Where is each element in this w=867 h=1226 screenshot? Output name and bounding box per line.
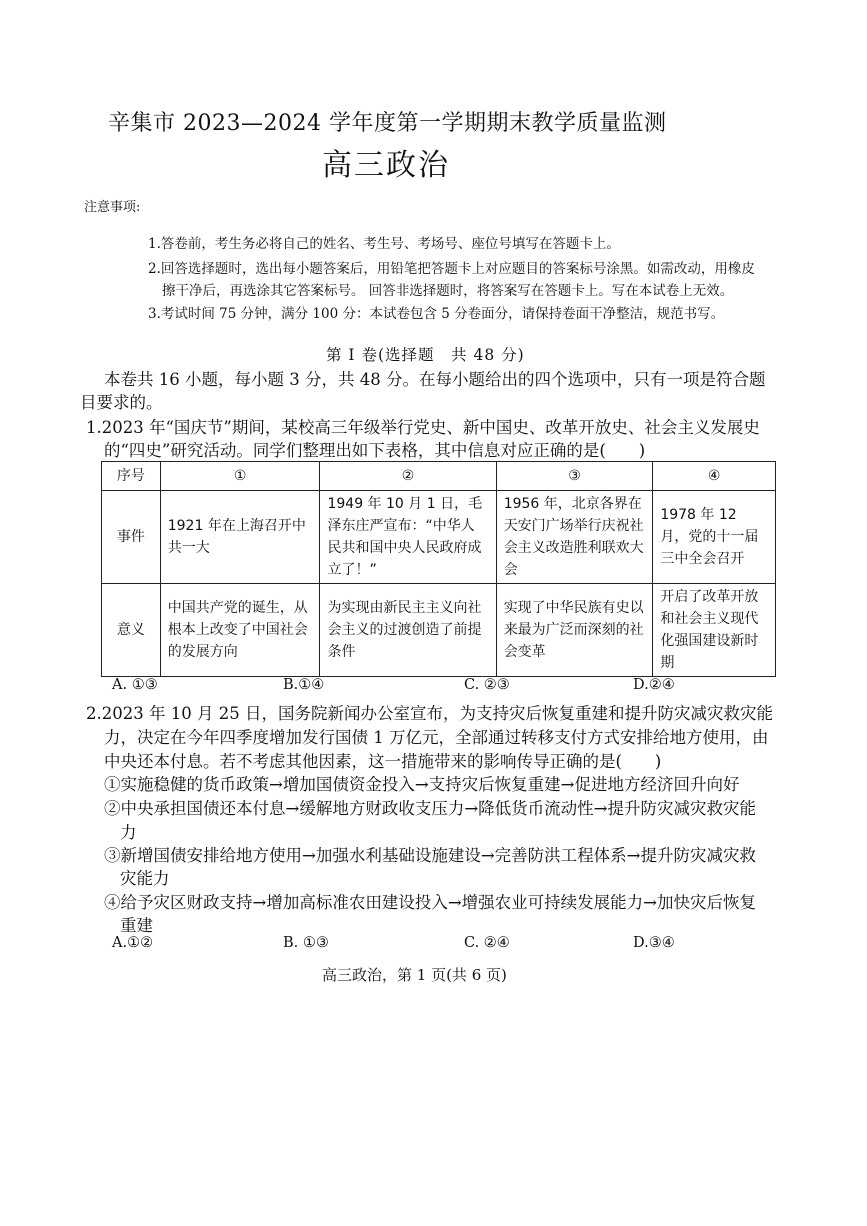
table-header: ② xyxy=(320,462,496,491)
table-cell: 实现了中华民族有史以来最为广泛而深刻的社会变革 xyxy=(496,584,653,677)
table-header: ① xyxy=(160,462,320,491)
notice-item: 2.回答选择题时，选出每小题答案后，用铅笔把答题卡上对应题目的答案标号涂黑。如需改动，用橡皮 xyxy=(148,261,755,277)
page-footer: 高三政治，第 1 页(共 6 页) xyxy=(322,966,507,984)
option-a[interactable]: A.①② xyxy=(112,935,154,951)
statement-2: ②中央承担国债还本付息→缓解地方财政收支压力→降低货币流动性→提升防灾减灾救灾能 xyxy=(104,799,756,818)
exam-title: 辛集市 2023—2024 学年度第一学期期末教学质量监测 xyxy=(108,111,667,136)
notice-label: 注意事项: xyxy=(84,200,141,215)
table-cell: 1956 年，北京各界在天安门广场举行庆祝社会主义改造胜利联欢大会 xyxy=(496,491,653,584)
statement-1: ①实施稳健的货币政策→增加国债资金投入→支持灾后恢复重建→促进地方经济回升向好 xyxy=(104,775,740,794)
notice-item: 3.考试时间 75 分钟，满分 100 分：本试卷包含 5 分卷面分，请保持卷面干净整洁，规范书写。 xyxy=(148,306,725,322)
table-header: ④ xyxy=(653,462,776,491)
statement-4: ④给予灾区财政支持→增加高标准农田建设投入→增强农业可持续发展能力→加快灾后恢复 xyxy=(104,893,756,912)
option-c[interactable]: C. ②③ xyxy=(464,677,510,693)
table-header-row xyxy=(102,462,776,491)
option-b[interactable]: B.①④ xyxy=(283,677,325,693)
option-c[interactable]: C. ②④ xyxy=(464,935,510,951)
question-2-stem: 力，决定在今年四季度增加发行国债 1 万亿元，全部通过转移支付方式安排给地方使用，由 xyxy=(104,728,769,747)
option-d[interactable]: D.②④ xyxy=(633,677,675,693)
section-intro: 目要求的。 xyxy=(80,393,163,412)
subject-title: 高三政治 xyxy=(322,148,450,183)
option-b[interactable]: B. ①③ xyxy=(283,935,329,951)
table-cell: 1921 年在上海召开中共一大 xyxy=(160,491,320,584)
row-label-event: 事件 xyxy=(102,491,161,584)
statement-2: 力 xyxy=(120,823,137,842)
section-title: 第 Ⅰ 卷(选择题 共 48 分) xyxy=(326,346,525,364)
table-header: ③ xyxy=(496,462,653,491)
question-2-stem: 中央还本付息。若不考虑其他因素，这一措施带来的影响传导正确的是( ) xyxy=(104,752,662,771)
row-label-meaning: 意义 xyxy=(102,584,161,677)
statement-4: 重建 xyxy=(120,916,153,935)
table-cell: 中国共产党的诞生，从根本上改变了中国社会的发展方向 xyxy=(160,584,320,677)
statement-3: 灾能力 xyxy=(120,869,170,888)
option-d[interactable]: D.③④ xyxy=(633,935,675,951)
statement-3: ③新增国债安排给地方使用→加强水利基础设施建设→完善防洪工程体系→提升防灾减灾救 xyxy=(104,846,756,865)
table-header: 序号 xyxy=(102,462,161,491)
question-1-stem: 的“四史”研究活动。同学们整理出如下表格，其中信息对应正确的是( ) xyxy=(104,441,646,460)
question-2-stem: 2.2023 年 10 月 25 日，国务院新闻办公室宣布，为支持灾后恢复重建和提升防灾减灾救灾能 xyxy=(86,704,773,723)
table-cell: 1949 年 10 月 1 日，毛泽东庄严宣布：“中华人民共和国中央人民政府成立了！” xyxy=(320,491,496,584)
table-row xyxy=(102,491,776,584)
section-intro: 本卷共 16 小题，每小题 3 分，共 48 分。在每小题给出的四个选项中，只有一项是符合题 xyxy=(104,370,766,389)
notice-item: 1.答卷前，考生务必将自己的姓名、考生号、考场号、座位号填写在答题卡上。 xyxy=(148,236,620,252)
history-table xyxy=(101,461,776,677)
table-cell: 1978 年 12 月，党的十一届三中全会召开 xyxy=(653,491,776,584)
option-a[interactable]: A. ①③ xyxy=(112,677,158,693)
question-1-stem: 1.2023 年“国庆节”期间，某校高三年级举行党史、新中国史、改革开放史、社会主义发展史 xyxy=(86,418,760,437)
table-row xyxy=(102,584,776,677)
table-cell: 为实现由新民主主义向社会主义的过渡创造了前提条件 xyxy=(320,584,496,677)
table-cell: 开启了改革开放和社会主义现代化强国建设新时期 xyxy=(653,584,776,677)
notice-item: 擦干净后，再选涂其它答案标号。 回答非选择题时，将答案写在答题卡上。写在本试卷上无效。 xyxy=(162,283,734,299)
